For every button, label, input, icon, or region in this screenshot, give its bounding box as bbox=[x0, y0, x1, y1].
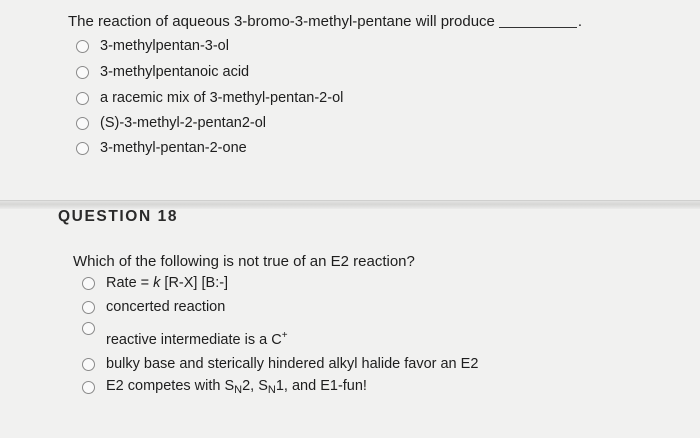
option-q17-c[interactable] bbox=[76, 90, 343, 106]
option-q17-e[interactable] bbox=[76, 140, 247, 156]
question-17 bbox=[0, 0, 700, 200]
option-q18-d[interactable] bbox=[82, 356, 478, 372]
option-label: E2 competes with $S_N2$, $S_N1$, and E1-fun! bbox=[106, 378, 367, 396]
option-label: a racemic mix of 3-methyl-pentan-2-ol bbox=[100, 90, 344, 106]
radio-button[interactable] bbox=[76, 142, 89, 155]
question-17-prompt: The reaction of aqueous 3-bromo-3-methyl-pentane will produce . bbox=[68, 13, 583, 30]
option-label: (S)-3-methyl-2-pentan2-ol bbox=[100, 115, 267, 131]
radio-button[interactable] bbox=[82, 322, 95, 335]
option-q17-d[interactable] bbox=[76, 115, 266, 131]
radio-button[interactable] bbox=[76, 66, 89, 79]
option-q18-a[interactable] bbox=[82, 275, 228, 291]
option-q18-b[interactable] bbox=[82, 299, 225, 315]
option-q18-c[interactable] bbox=[82, 322, 288, 348]
radio-button[interactable] bbox=[82, 358, 95, 371]
option-label: bulky base and sterically hindered alkyl halide favor an E2 bbox=[106, 356, 479, 372]
option-q18-e[interactable] bbox=[82, 378, 367, 396]
option-label: 3-methylpentan-3-ol bbox=[100, 38, 229, 54]
radio-button[interactable] bbox=[82, 301, 95, 314]
option-label: 3-methyl-pentan-2-one bbox=[100, 140, 247, 156]
option-label: Rate = k [R-X] [B:-] bbox=[106, 275, 229, 291]
radio-button[interactable] bbox=[76, 117, 89, 130]
radio-button[interactable] bbox=[76, 40, 89, 53]
radio-button[interactable] bbox=[76, 92, 89, 105]
option-label: concerted reaction bbox=[106, 299, 226, 315]
option-q17-a[interactable] bbox=[76, 38, 229, 54]
option-q17-b[interactable] bbox=[76, 64, 249, 80]
option-label: reactive intermediate is a C+ bbox=[106, 330, 288, 348]
answer-blank bbox=[499, 13, 577, 28]
question-18-prompt: Which of the following is not true of an E2 reaction? bbox=[73, 253, 415, 270]
option-label: 3-methylpentanoic acid bbox=[100, 64, 250, 80]
question-18-heading: QUESTION 18 bbox=[58, 208, 179, 225]
radio-button[interactable] bbox=[82, 277, 95, 290]
radio-button[interactable] bbox=[82, 381, 95, 394]
